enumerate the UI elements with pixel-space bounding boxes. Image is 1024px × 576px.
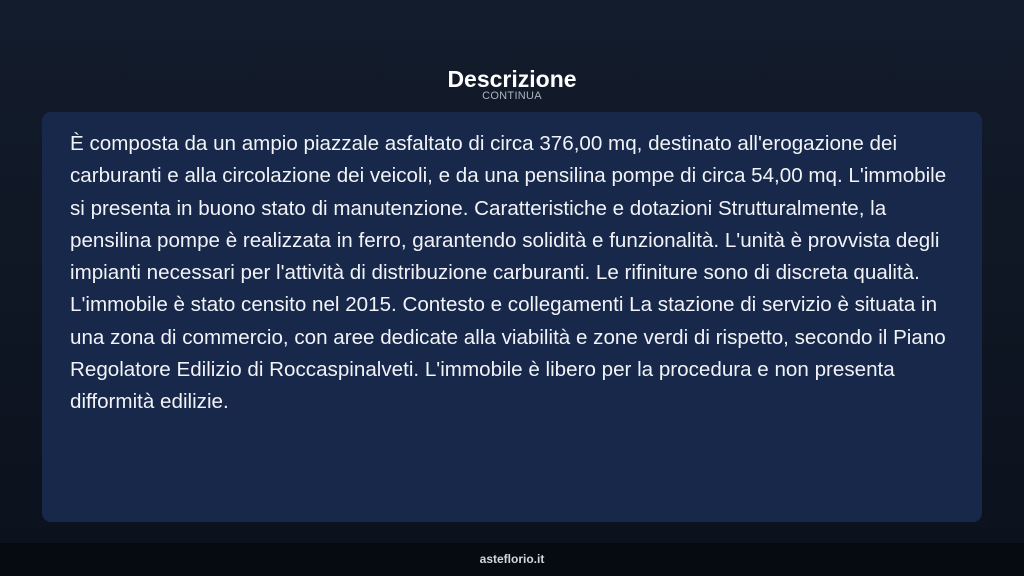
description-text: È composta da un ampio piazzale asfaltato di circa 376,00 mq, destinato all'erogazione dei carburanti e alla circolazione dei veicoli, e da una pensilina pompe di circa 54,00 mq. L'immobile si presenta in buono stato di manutenzione. Caratteristiche e dotazioni Strutturalmente, la pensilina pompe è realizzata in ferro, garantendo solidità e funzionalità. L'unità è provvista degli impianti necessari per l'attività di distribuzione carburanti. Le rifiniture sono di discreta qualità. L'immobile è stato censito nel 2015. Contesto e collegamenti La stazione di servizio è situata in una zona di commercio, con aree dedicate alla viabilità e zone verdi di rispetto, secondo il Piano Regolatore Edilizio di Roccaspinalveti. L'immobile è libero per la procedura e non presenta difformità edilizie. — [70, 132, 947, 414]
page-title: Descrizione — [447, 66, 577, 93]
continue-label: CONTINUA — [482, 90, 542, 102]
description-card — [42, 112, 982, 522]
footer-site-name: asteflorio.it — [479, 552, 545, 566]
